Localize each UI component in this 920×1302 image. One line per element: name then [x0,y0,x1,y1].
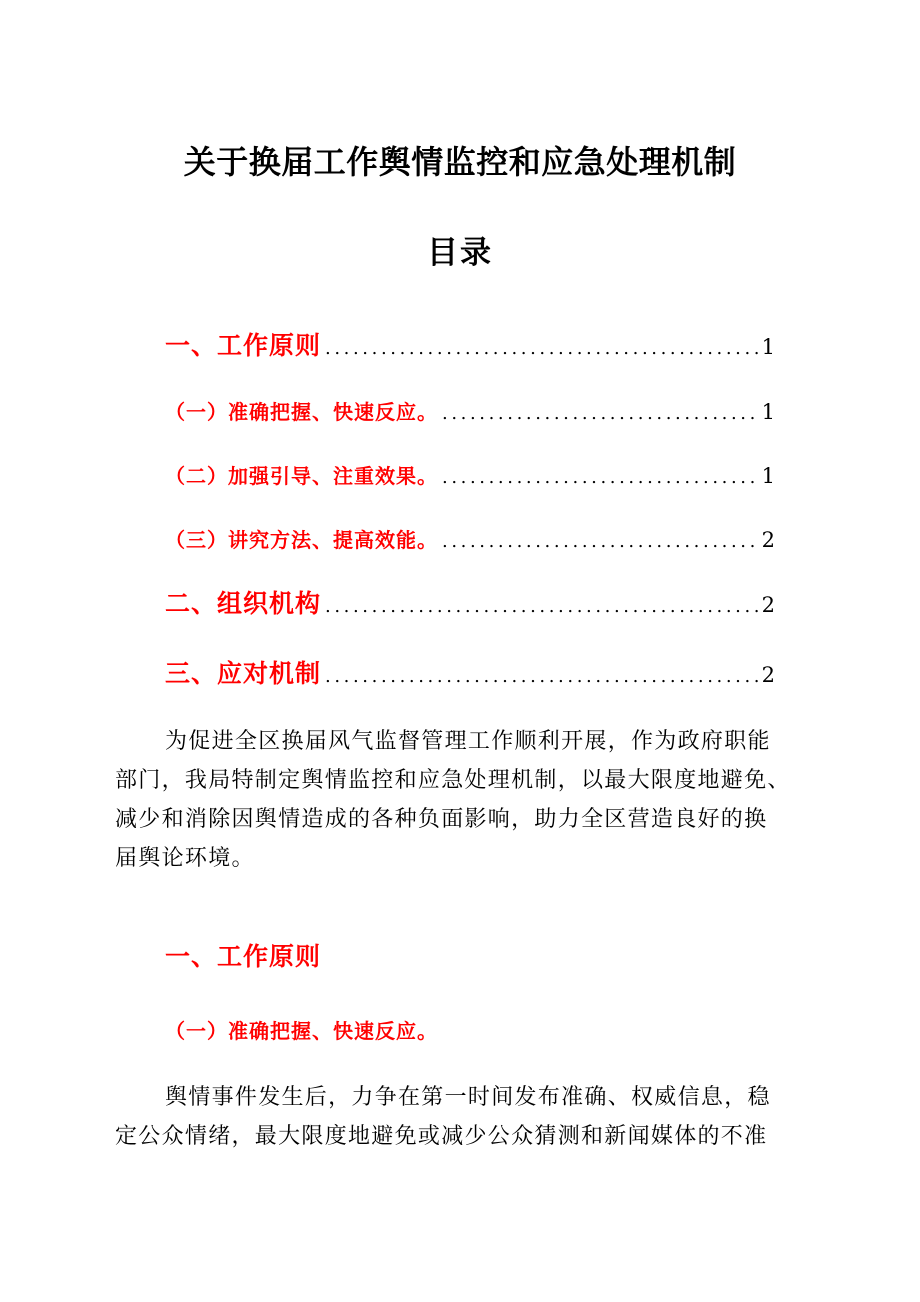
toc-entry-label: （三）讲究方法、提高效能。 [165,528,438,552]
subsection-heading: （一）准确把握、快速反应。 [165,1019,438,1043]
document-title: 关于换届工作舆情监控和应急处理机制 [183,143,737,181]
toc-entry[interactable] [165,456,775,496]
toc-leader-dots [325,329,758,369]
toc-entry-page: 1 [761,400,775,424]
toc-entry[interactable] [165,392,775,432]
toc-leader-dots [325,657,758,697]
toc-leader-dots [442,522,758,562]
toc-entry[interactable] [165,520,775,560]
toc-entry-page: 2 [761,593,775,617]
paragraph-line: 届舆论环境。 [115,846,255,871]
toc-entry-label: 二、组织机构 [165,589,322,618]
paragraph-line: 定公众情绪，最大限度地避免或减少公众猜测和新闻媒体的不准 [115,1124,768,1149]
toc-entry[interactable] [165,326,775,366]
toc-entry-label: 一、工作原则 [165,331,322,360]
toc-entry[interactable] [165,584,775,624]
toc-leader-dots [325,587,758,627]
paragraph-line: 为促进全区换届风气监督管理工作顺利开展，作为政府职能 [165,729,771,754]
toc-entry-label: 三、应对机制 [165,659,322,688]
toc-entry-label: （二）加强引导、注重效果。 [165,464,438,488]
paragraph-line: 舆情事件发生后，力争在第一时间发布准确、权威信息，稳 [165,1085,771,1110]
paragraph-line: 减少和消除因舆情造成的各种负面影响，助力全区营造良好的换 [115,807,768,832]
section-heading: 一、工作原则 [165,942,322,971]
toc-entry-label: （一）准确把握、快速反应。 [165,400,438,424]
toc-entry-page: 1 [761,464,775,488]
toc-leader-dots [442,394,758,434]
toc-heading: 目录 [427,235,493,271]
toc-entry-page: 2 [761,528,775,552]
toc-entry[interactable] [165,654,775,694]
toc-entry-page: 2 [761,663,775,687]
paragraph-line: 部门，我局特制定舆情监控和应急处理机制，以最大限度地避免、 [115,768,791,793]
body-paragraph [115,1078,771,1156]
toc-leader-dots [442,458,758,498]
toc-entry-page: 1 [761,335,775,359]
intro-paragraph [115,722,791,878]
